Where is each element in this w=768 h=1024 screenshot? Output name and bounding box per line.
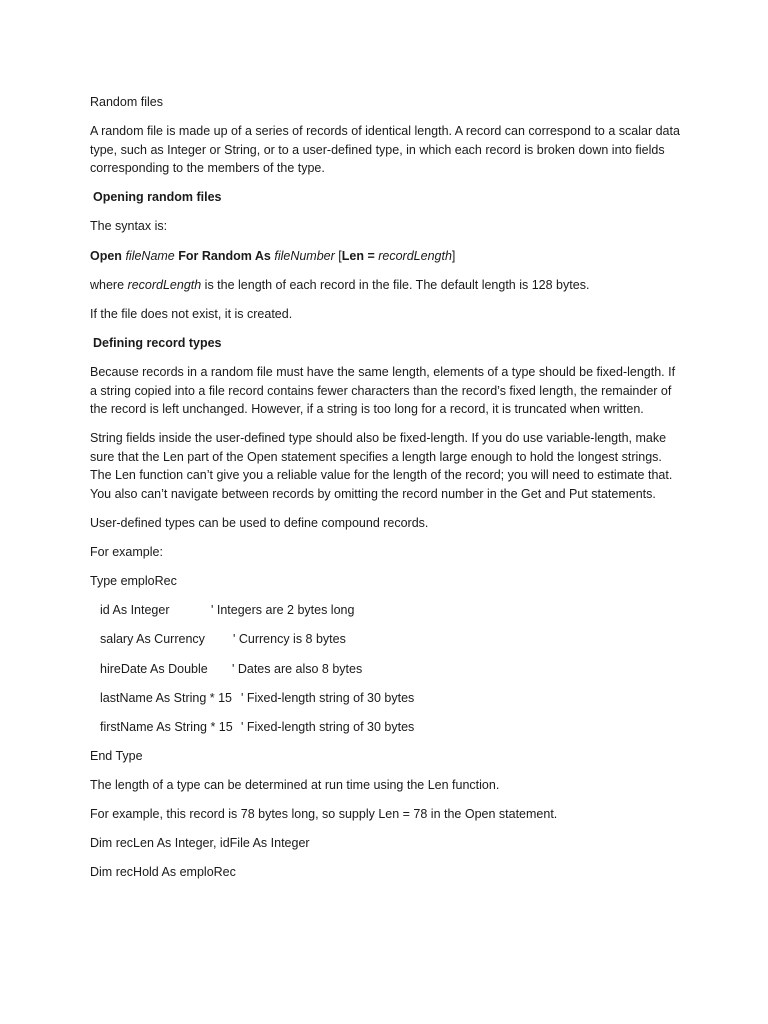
field-comment: ' Integers are 2 bytes long xyxy=(211,603,355,618)
section-title: Random files xyxy=(90,95,163,109)
code-field-line xyxy=(90,601,680,620)
code-field-line xyxy=(90,689,680,708)
len-runtime-paragraph: The length of a type can be determined at run time using the Len function. xyxy=(90,777,500,792)
fixed-length-paragraph: Because records in a random file must have the same length, elements of a type should be fixed-length. If a string copied into a file record contains fewer characters than the record’s fixed length, the remainder of the record is left unchanged. However, if a string is too long for a record, it is truncated when written. xyxy=(90,364,676,417)
syntax-open-keyword: Open xyxy=(90,248,122,263)
code-field-line xyxy=(90,718,680,737)
field-comment: ' Fixed-length string of 30 bytes xyxy=(241,719,415,734)
code-field-line xyxy=(90,630,680,649)
field-comment: ' Dates are also 8 bytes xyxy=(232,661,363,676)
syntax-bracket-close: ] xyxy=(451,248,456,263)
file-not-exist-note: If the file does not exist, it is created. xyxy=(90,306,293,321)
code-dim-line: Dim recHold As emploRec xyxy=(90,865,236,880)
code-type-line: Type emploRec xyxy=(90,574,177,589)
document-body xyxy=(90,93,680,892)
intro-paragraph: A random file is made up of a series of records of identical length. A record can correspond to a scalar data type, such as Integer or String, or to a user-defined type, in which each record is broken down into fields corresponding to the members of the type. xyxy=(90,124,680,176)
syntax-bracket-open: [ xyxy=(338,248,342,263)
code-end-type-line: End Type xyxy=(90,748,143,763)
string-fields-paragraph: String fields inside the user-defined type should also be fixed-length. If you do use variable-length, make sure that the Len part of the Open statement specifies a length large enough to hold the longest strings. The Len function can’t give you a reliable value for the length of the record; you will need to estimate that. You also can’t navigate between records by omitting the record number in the Get and Put statements. xyxy=(90,431,673,501)
code-dim-line: Dim recLen As Integer, idFile As Integer xyxy=(90,836,310,851)
field-declaration: hireDate As Double xyxy=(100,661,208,676)
where-term: recordLength xyxy=(127,277,202,292)
syntax-line xyxy=(90,247,680,266)
field-declaration: firstName As String * 15 xyxy=(100,719,233,734)
where-paragraph xyxy=(90,276,680,295)
code-field-line xyxy=(90,660,680,679)
example-78-paragraph: For example, this record is 78 bytes long, so supply Len = 78 in the Open statement. xyxy=(90,807,558,822)
syntax-filename-arg: fileName xyxy=(125,248,175,263)
field-declaration: salary As Currency xyxy=(100,632,205,647)
field-declaration: lastName As String * 15 xyxy=(100,690,233,705)
where-suffix: is the length of each record in the file. The default length is 128 bytes. xyxy=(201,277,590,292)
syntax-for-random-as-keyword: For Random As xyxy=(178,248,271,263)
syntax-filenumber-arg: fileNumber xyxy=(274,248,335,263)
field-declaration: id As Integer xyxy=(100,603,170,618)
heading-defining-record-types: Defining record types xyxy=(93,335,222,350)
syntax-label: The syntax is: xyxy=(90,219,168,234)
where-prefix: where xyxy=(90,277,128,292)
compound-records-paragraph: User-defined types can be used to define compound records. xyxy=(90,516,429,531)
field-comment: ' Fixed-length string of 30 bytes xyxy=(241,690,415,705)
for-example-label: For example: xyxy=(90,545,163,560)
heading-opening-random-files: Opening random files xyxy=(93,190,222,205)
field-comment: ' Currency is 8 bytes xyxy=(233,632,346,647)
syntax-recordlength-arg: recordLength xyxy=(378,248,452,263)
syntax-len-keyword: Len = xyxy=(341,248,375,263)
